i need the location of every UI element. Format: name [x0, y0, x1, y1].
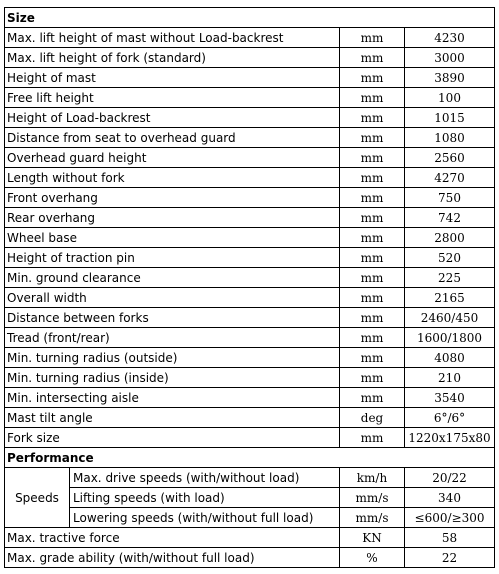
table-row: [5, 168, 495, 188]
spec-label: Max. tractive force: [5, 528, 340, 548]
spec-label: Min. turning radius (inside): [5, 368, 340, 388]
spec-unit: mm: [340, 128, 405, 148]
spec-label: Height of Load-backrest: [5, 108, 340, 128]
spec-unit: mm: [340, 28, 405, 48]
spec-label: Wheel base: [5, 228, 340, 248]
table-row: [5, 288, 495, 308]
spec-unit: %: [340, 548, 405, 568]
spec-value: 20/22: [405, 468, 495, 488]
spec-unit: mm: [340, 188, 405, 208]
spec-unit: mm: [340, 428, 405, 448]
table-row: [5, 428, 495, 448]
table-row: [5, 548, 495, 568]
spec-unit: km/h: [340, 468, 405, 488]
spec-label: Min. ground clearance: [5, 268, 340, 288]
spec-unit: mm: [340, 308, 405, 328]
spec-value: 520: [405, 248, 495, 268]
table-row: [5, 208, 495, 228]
spec-value: 3000: [405, 48, 495, 68]
spec-label: Distance between forks: [5, 308, 340, 328]
size-section-row: [5, 8, 495, 28]
size-section-header: Size: [5, 8, 495, 28]
spec-label: Min. turning radius (outside): [5, 348, 340, 368]
spec-value: 1080: [405, 128, 495, 148]
spec-label: Fork size: [5, 428, 340, 448]
spec-label: Max. drive speeds (with/without load): [70, 468, 340, 488]
spec-table-body: [5, 8, 495, 568]
spec-value: 3540: [405, 388, 495, 408]
spec-unit: mm: [340, 288, 405, 308]
spec-value: ≤600/≥300: [405, 508, 495, 528]
table-row: [5, 108, 495, 128]
spec-label: Front overhang: [5, 188, 340, 208]
spec-value: 750: [405, 188, 495, 208]
table-row: [5, 308, 495, 328]
spec-unit: mm: [340, 368, 405, 388]
table-row: [5, 148, 495, 168]
spec-value: 3890: [405, 68, 495, 88]
spec-unit: mm: [340, 48, 405, 68]
spec-label: Length without fork: [5, 168, 340, 188]
spec-unit: mm: [340, 148, 405, 168]
table-row: [5, 488, 495, 508]
table-row: [5, 128, 495, 148]
spec-label: Overhead guard height: [5, 148, 340, 168]
spec-unit: mm: [340, 108, 405, 128]
table-row: [5, 228, 495, 248]
spec-value: 340: [405, 488, 495, 508]
spec-label: Height of traction pin: [5, 248, 340, 268]
table-row: [5, 88, 495, 108]
spec-label: Free lift height: [5, 88, 340, 108]
table-row: [5, 188, 495, 208]
table-row: [5, 528, 495, 548]
spec-value: 1600/1800: [405, 328, 495, 348]
spec-value: 58: [405, 528, 495, 548]
spec-label: Lowering speeds (with/without full load): [70, 508, 340, 528]
spec-value: 1220x175x80: [405, 428, 495, 448]
spec-unit: mm: [340, 348, 405, 368]
table-row: [5, 388, 495, 408]
spec-label: Mast tilt angle: [5, 408, 340, 428]
spec-value: 22: [405, 548, 495, 568]
table-row: [5, 48, 495, 68]
spec-unit: mm: [340, 88, 405, 108]
table-row: [5, 508, 495, 528]
spec-label: Overall width: [5, 288, 340, 308]
spec-value: 2800: [405, 228, 495, 248]
performance-section-row: [5, 448, 495, 468]
spec-unit: mm/s: [340, 488, 405, 508]
spec-unit: mm: [340, 168, 405, 188]
table-row: [5, 68, 495, 88]
spec-label: Max. lift height of fork (standard): [5, 48, 340, 68]
spec-unit: mm: [340, 68, 405, 88]
spec-unit: deg: [340, 408, 405, 428]
spec-value: 1015: [405, 108, 495, 128]
spec-value: 100: [405, 88, 495, 108]
spec-table-wrapper: [4, 7, 495, 568]
spec-value: 4270: [405, 168, 495, 188]
spec-value: 210: [405, 368, 495, 388]
spec-unit: mm: [340, 248, 405, 268]
table-row: [5, 248, 495, 268]
spec-table: [4, 7, 495, 568]
spec-unit: mm/s: [340, 508, 405, 528]
spec-label: Max. grade ability (with/without full load): [5, 548, 340, 568]
spec-unit: mm: [340, 228, 405, 248]
performance-section-header: Performance: [5, 448, 495, 468]
spec-label: Rear overhang: [5, 208, 340, 228]
spec-label: Lifting speeds (with load): [70, 488, 340, 508]
spec-value: 742: [405, 208, 495, 228]
spec-unit: KN: [340, 528, 405, 548]
spec-unit: mm: [340, 268, 405, 288]
spec-value: 6°/6°: [405, 408, 495, 428]
table-row: [5, 408, 495, 428]
table-row: [5, 348, 495, 368]
spec-value: 2560: [405, 148, 495, 168]
spec-label: Tread (front/rear): [5, 328, 340, 348]
spec-value: 2460/450: [405, 308, 495, 328]
spec-value: 4080: [405, 348, 495, 368]
spec-label: Distance from seat to overhead guard: [5, 128, 340, 148]
table-row: [5, 368, 495, 388]
spec-unit: mm: [340, 328, 405, 348]
table-row: [5, 468, 495, 488]
spec-label: Min. intersecting aisle: [5, 388, 340, 408]
spec-label: Max. lift height of mast without Load-backrest: [5, 28, 340, 48]
table-row: [5, 328, 495, 348]
table-row: [5, 268, 495, 288]
spec-value: 2165: [405, 288, 495, 308]
spec-unit: mm: [340, 388, 405, 408]
speeds-group-label: Speeds: [5, 468, 70, 528]
table-row: [5, 28, 495, 48]
spec-value: 225: [405, 268, 495, 288]
spec-label: Height of mast: [5, 68, 340, 88]
spec-value: 4230: [405, 28, 495, 48]
spec-unit: mm: [340, 208, 405, 228]
